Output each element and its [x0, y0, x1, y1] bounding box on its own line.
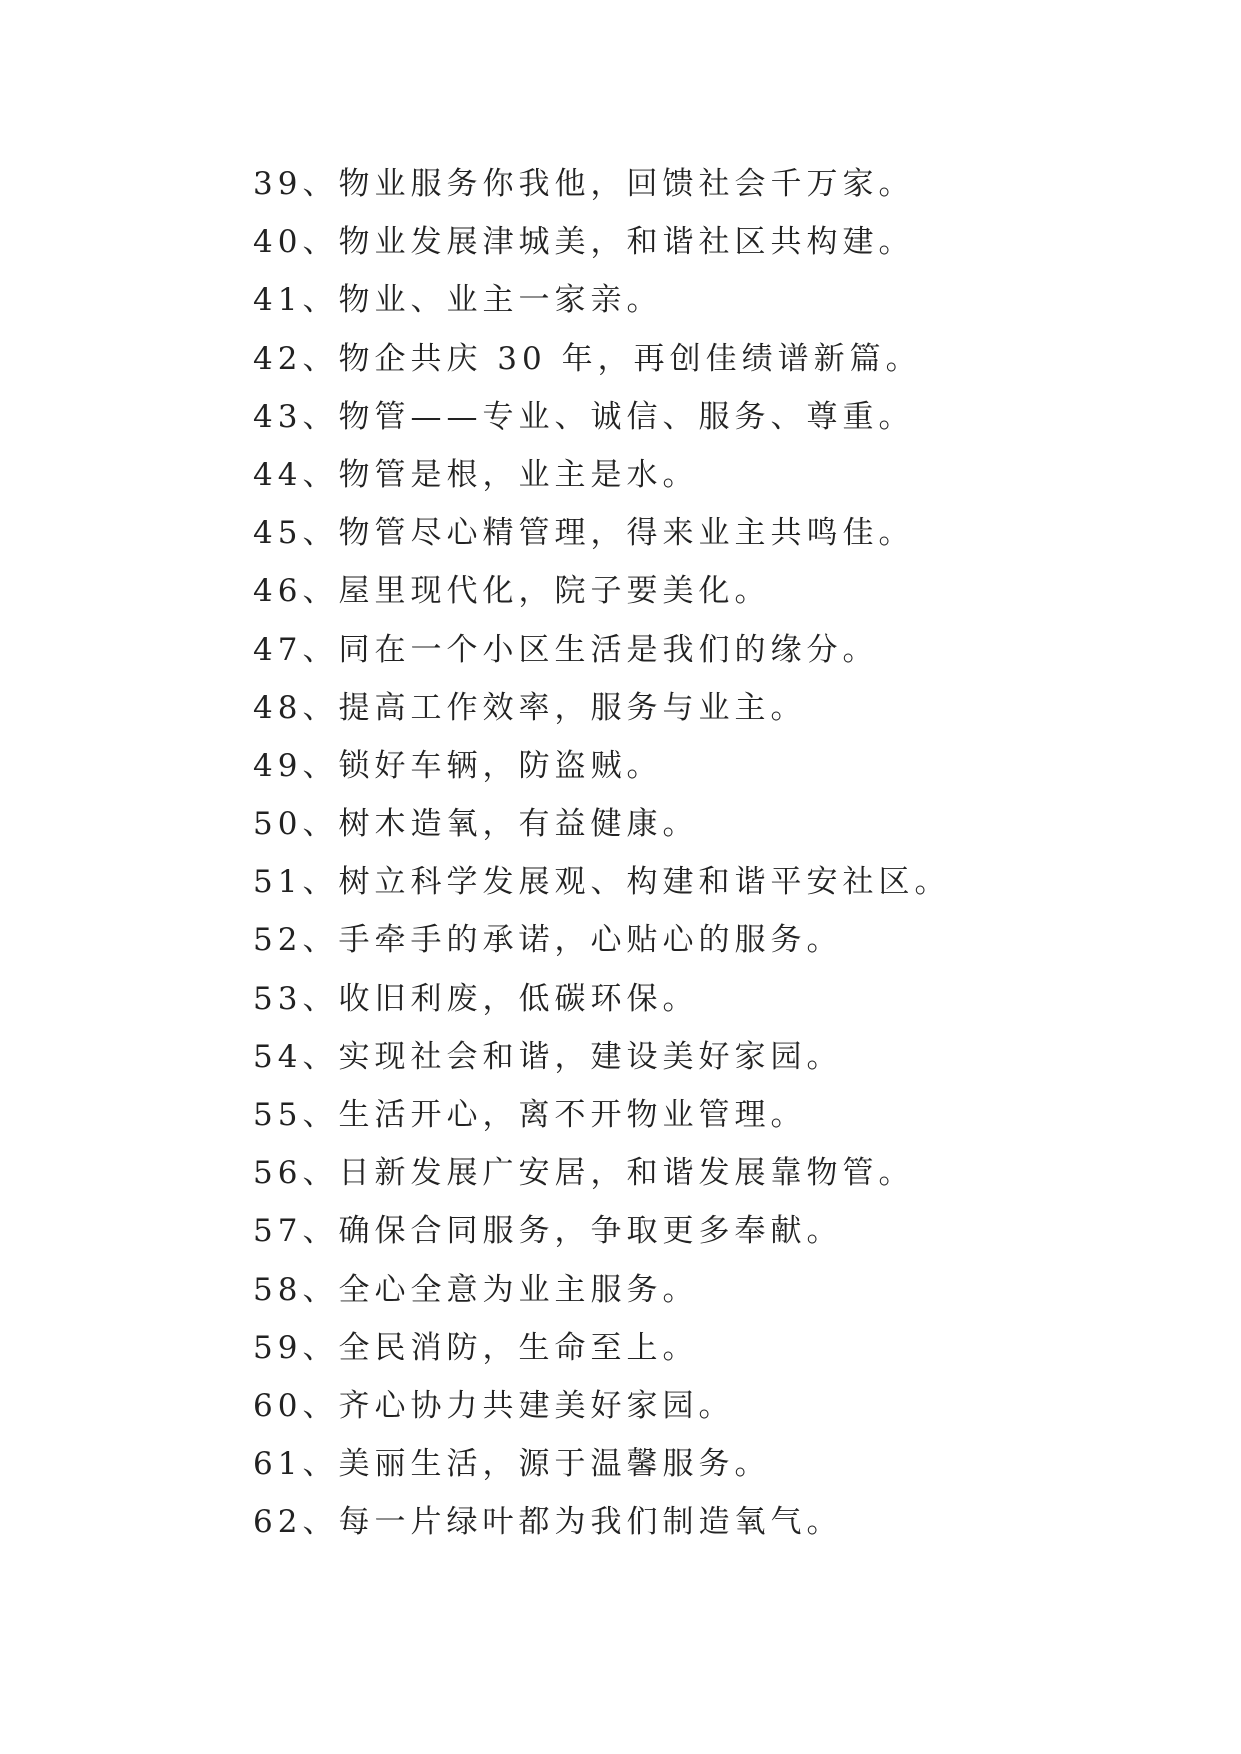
list-item: 50、树木造氧，有益健康。	[253, 806, 699, 843]
list-item: 54、实现社会和谐，建设美好家园。	[253, 1038, 843, 1075]
list-item: 53、收旧利废，低碳环保。	[253, 980, 699, 1017]
list-item: 40、物业发展津城美，和谐社区共构建。	[253, 224, 915, 261]
list-item: 61、美丽生活，源于温馨服务。	[253, 1446, 771, 1483]
list-item: 60、齐心协力共建美好家园。	[253, 1387, 735, 1424]
list-item: 57、确保合同服务，争取更多奉献。	[253, 1213, 843, 1250]
list-item: 44、物管是根，业主是水。	[253, 456, 699, 493]
list-item: 41、物业、业主一家亲。	[253, 282, 663, 319]
list-item: 56、日新发展广安居，和谐发展靠物管。	[253, 1155, 915, 1192]
list-item: 62、每一片绿叶都为我们制造氧气。	[253, 1504, 843, 1541]
list-item: 59、全民消防，生命至上。	[253, 1329, 699, 1366]
list-item: 45、物管尽心精管理，得来业主共鸣佳。	[253, 515, 915, 552]
list-item: 47、同在一个小区生活是我们的缘分。	[253, 631, 879, 668]
slogan-list	[253, 155, 1153, 1552]
list-item: 43、物管——专业、诚信、服务、尊重。	[253, 398, 915, 435]
list-item: 52、手牵手的承诺，心贴心的服务。	[253, 922, 843, 959]
list-item: 48、提高工作效率，服务与业主。	[253, 689, 807, 726]
list-item: 51、树立科学发展观、构建和谐平安社区。	[253, 864, 951, 901]
list-item: 55、生活开心，离不开物业管理。	[253, 1097, 807, 1133]
list-item: 49、锁好车辆，防盗贼。	[253, 747, 663, 784]
list-item: 46、屋里现代化，院子要美化。	[253, 573, 771, 610]
list-item: 39、物业服务你我他，回馈社会千万家。	[253, 166, 915, 202]
list-item: 42、物企共庆 30 年，再创佳绩谱新篇。	[253, 340, 922, 377]
list-item: 58、全心全意为业主服务。	[253, 1271, 699, 1308]
